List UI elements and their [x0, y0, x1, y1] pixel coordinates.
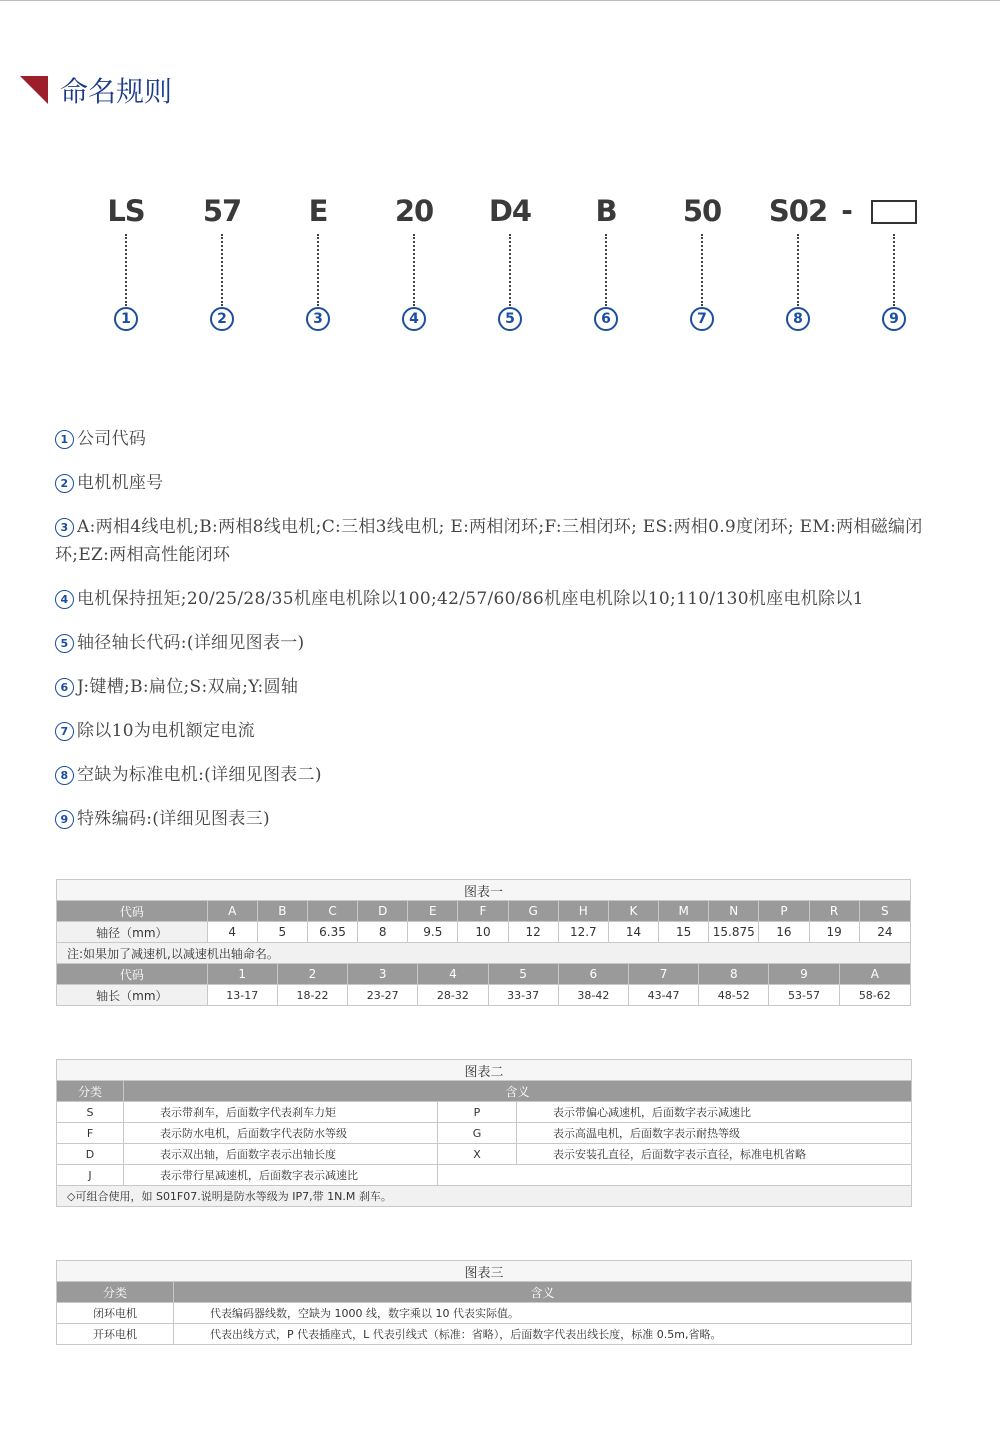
value-cell: 8 — [358, 922, 408, 943]
table-row — [57, 1303, 912, 1324]
table-row — [57, 1123, 912, 1144]
circle-number: 8 — [786, 307, 810, 331]
code-segment-2 — [182, 190, 262, 340]
code-cell: 2 — [277, 964, 347, 985]
value-cell: 23-27 — [348, 985, 418, 1006]
item-text: 空缺为标准电机:(详细见图表二) — [77, 765, 322, 785]
code-cell: 5 — [488, 964, 558, 985]
code-cell: D — [358, 901, 408, 922]
table2-note: ◇可组合使用，如 S01F07.说明是防水等级为 IP7,带 1N.M 刹车。 — [57, 1186, 912, 1207]
table-special-codes — [56, 1260, 912, 1345]
circle-number: 5 — [498, 307, 522, 331]
circle-number: 9 — [882, 307, 906, 331]
list-item — [55, 469, 935, 497]
value-cell: 10 — [458, 922, 508, 943]
code-segment-1 — [86, 190, 166, 340]
circle-number: 1 — [114, 307, 138, 331]
table-caption-row — [57, 1060, 912, 1081]
list-item — [55, 629, 935, 657]
dotted-line — [413, 234, 415, 306]
item-text: 轴径轴长代码:(详细见图表一) — [77, 633, 305, 653]
top-divider — [0, 0, 1000, 1]
table-row — [57, 1144, 912, 1165]
table-row — [57, 922, 911, 943]
value-cell: 13-17 — [207, 985, 277, 1006]
code-cell: F — [458, 901, 508, 922]
circle-number: 6 — [55, 678, 74, 697]
code-cell: K — [608, 901, 658, 922]
value-cell: 38-42 — [558, 985, 628, 1006]
code-text: 50 — [682, 194, 722, 228]
code-cell: 9 — [769, 964, 839, 985]
naming-rules-list — [55, 425, 935, 849]
meaning-cell: 表示防水电机，后面数字代表防水等级 — [124, 1123, 438, 1144]
table-caption-row — [57, 1261, 912, 1282]
table-header-row — [57, 901, 911, 922]
blank-code-box — [871, 200, 917, 224]
page-title: 命名规则 — [60, 75, 173, 108]
code-cell: E — [408, 901, 458, 922]
table1-note: 注:如果加了减速机,以减速机出轴命名。 — [57, 943, 911, 964]
header-class: 分类 — [57, 1081, 124, 1102]
meaning-cell: 表示双出轴，后面数字表示出轴长度 — [124, 1144, 438, 1165]
value-cell: 33-37 — [488, 985, 558, 1006]
code-text: 20 — [394, 194, 434, 228]
value-cell: 15 — [659, 922, 709, 943]
circle-number: 6 — [594, 307, 618, 331]
class-cell: D — [57, 1144, 124, 1165]
circle-number: 2 — [55, 474, 74, 493]
circle-number: 7 — [55, 722, 74, 741]
class-cell: 开环电机 — [57, 1324, 174, 1345]
list-item — [55, 585, 935, 613]
table1-body — [57, 880, 911, 1006]
code-segment-3 — [278, 190, 358, 340]
row-label-shaft-diameter: 轴径（mm） — [57, 922, 208, 943]
row-label-shaft-length: 轴长（mm） — [57, 985, 208, 1006]
list-item — [55, 805, 935, 833]
code-cell: N — [709, 901, 759, 922]
code-cell: A — [207, 901, 257, 922]
circle-number: 1 — [55, 430, 74, 449]
code-cell: B — [257, 901, 307, 922]
item-text: 除以10为电机额定电流 — [77, 721, 255, 741]
code-cell: H — [558, 901, 608, 922]
meaning-cell: 代表编码器线数，空缺为 1000 线，数字乘以 10 代表实际值。 — [174, 1303, 912, 1324]
table-note-row — [57, 1186, 912, 1207]
list-item — [55, 717, 935, 745]
code-cell: P — [759, 901, 809, 922]
class-cell: J — [57, 1165, 124, 1186]
meaning-cell: 表示带刹车，后面数字代表刹车力矩 — [124, 1102, 438, 1123]
dotted-line — [317, 234, 319, 306]
class-cell: 闭环电机 — [57, 1303, 174, 1324]
header-meaning: 含义 — [174, 1282, 912, 1303]
item-text: 电机保持扭矩;20/25/28/35机座电机除以100;42/57/60/86机座电机除以10;110/130机座电机除以1 — [77, 589, 864, 609]
dotted-line — [605, 234, 607, 306]
empty-cell — [438, 1165, 912, 1186]
circle-number: 3 — [306, 307, 330, 331]
value-cell: 43-47 — [628, 985, 698, 1006]
dotted-line — [797, 234, 799, 306]
code-text: 57 — [202, 194, 242, 228]
value-cell: 16 — [759, 922, 809, 943]
value-cell: 28-32 — [418, 985, 488, 1006]
table-row — [57, 985, 911, 1006]
code-segment-4 — [374, 190, 454, 340]
value-cell: 58-62 — [839, 985, 910, 1006]
code-cell: M — [659, 901, 709, 922]
class-cell: X — [438, 1144, 517, 1165]
value-cell: 53-57 — [769, 985, 839, 1006]
value-cell: 9.5 — [408, 922, 458, 943]
value-cell: 15.875 — [709, 922, 759, 943]
header-code-label: 代码 — [57, 901, 208, 922]
meaning-cell: 表示带偏心减速机，后面数字表示减速比 — [517, 1102, 912, 1123]
value-cell: 18-22 — [277, 985, 347, 1006]
title-triangle-icon — [20, 76, 48, 104]
meaning-cell: 代表出线方式，P 代表插座式，L 代表引线式（标准：省略），后面数字代表出线长度，标准 0.5m,省略。 — [174, 1324, 912, 1345]
value-cell: 19 — [809, 922, 859, 943]
class-cell: S — [57, 1102, 124, 1123]
model-code-diagram — [0, 190, 1000, 340]
list-item — [55, 761, 935, 789]
code-cell: 4 — [418, 964, 488, 985]
code-cell: A — [839, 964, 910, 985]
item-text: 电机机座号 — [77, 473, 164, 493]
circle-number: 7 — [690, 307, 714, 331]
code-cell: R — [809, 901, 859, 922]
table-header-row — [57, 1081, 912, 1102]
table-row — [57, 1165, 912, 1186]
code-segment-7 — [662, 190, 742, 340]
item-text: 特殊编码:(详细见图表三) — [77, 809, 270, 829]
circle-number: 2 — [210, 307, 234, 331]
code-cell: 8 — [699, 964, 769, 985]
code-text: B — [595, 194, 617, 228]
code-cell: S — [859, 901, 910, 922]
header-meaning: 含义 — [124, 1081, 912, 1102]
table-note-row — [57, 943, 911, 964]
circle-number: 8 — [55, 766, 74, 785]
code-text: D4 — [488, 194, 532, 228]
table-row — [57, 1324, 912, 1345]
value-cell: 12 — [508, 922, 558, 943]
value-cell: 12.7 — [558, 922, 608, 943]
code-cell: 1 — [207, 964, 277, 985]
code-text: S02 — [768, 194, 828, 228]
table-caption-row — [57, 880, 911, 901]
code-segment-6 — [566, 190, 646, 340]
item-text: 公司代码 — [77, 429, 147, 449]
dotted-line — [125, 234, 127, 306]
value-cell: 14 — [608, 922, 658, 943]
table3-caption: 图表三 — [57, 1261, 912, 1282]
value-cell: 48-52 — [699, 985, 769, 1006]
circle-number: 4 — [55, 590, 74, 609]
table-shaft-codes — [56, 879, 911, 1006]
dotted-line — [221, 234, 223, 306]
circle-number: 3 — [55, 518, 74, 537]
list-item — [55, 425, 935, 453]
item-text: J:键槽;B:扁位;S:双扁;Y:圆轴 — [77, 677, 299, 697]
code-cell: 7 — [628, 964, 698, 985]
class-cell: F — [57, 1123, 124, 1144]
code-cell: 3 — [348, 964, 418, 985]
dotted-line — [893, 234, 895, 306]
table-special-classes — [56, 1059, 912, 1207]
code-text: LS — [107, 194, 145, 228]
code-dash: - — [841, 194, 853, 227]
code-cell: 6 — [558, 964, 628, 985]
code-segment-9 — [854, 190, 934, 340]
code-text: E — [308, 194, 328, 228]
table2-caption: 图表二 — [57, 1060, 912, 1081]
dotted-line — [509, 234, 511, 306]
table-row — [57, 1102, 912, 1123]
table-header-row — [57, 1282, 912, 1303]
item-text: A:两相4线电机;B:两相8线电机;C:三相3线电机; E:两相闭环;F:三相闭环; ES:两相0.9度闭环; EM:两相磁编闭环;EZ:两相高性能闭环 — [55, 517, 923, 565]
meaning-cell: 表示高温电机，后面数字表示耐热等级 — [517, 1123, 912, 1144]
meaning-cell: 表示安装孔直径，后面数字表示直径，标准电机省略 — [517, 1144, 912, 1165]
circle-number: 4 — [402, 307, 426, 331]
header-class: 分类 — [57, 1282, 174, 1303]
value-cell: 5 — [257, 922, 307, 943]
code-cell: C — [307, 901, 357, 922]
code-cell: G — [508, 901, 558, 922]
class-cell: P — [438, 1102, 517, 1123]
value-cell: 6.35 — [307, 922, 357, 943]
circle-number: 5 — [55, 634, 74, 653]
code-segment-8 — [758, 190, 838, 340]
code-segment-5 — [470, 190, 550, 340]
dotted-line — [701, 234, 703, 306]
circle-number: 9 — [55, 810, 74, 829]
table-header-row — [57, 964, 911, 985]
table1-caption: 图表一 — [57, 880, 911, 901]
list-item — [55, 673, 935, 701]
value-cell: 4 — [207, 922, 257, 943]
header-code-label: 代码 — [57, 964, 208, 985]
list-item — [55, 513, 935, 569]
class-cell: G — [438, 1123, 517, 1144]
meaning-cell: 表示带行星减速机，后面数字表示减速比 — [124, 1165, 438, 1186]
value-cell: 24 — [859, 922, 910, 943]
